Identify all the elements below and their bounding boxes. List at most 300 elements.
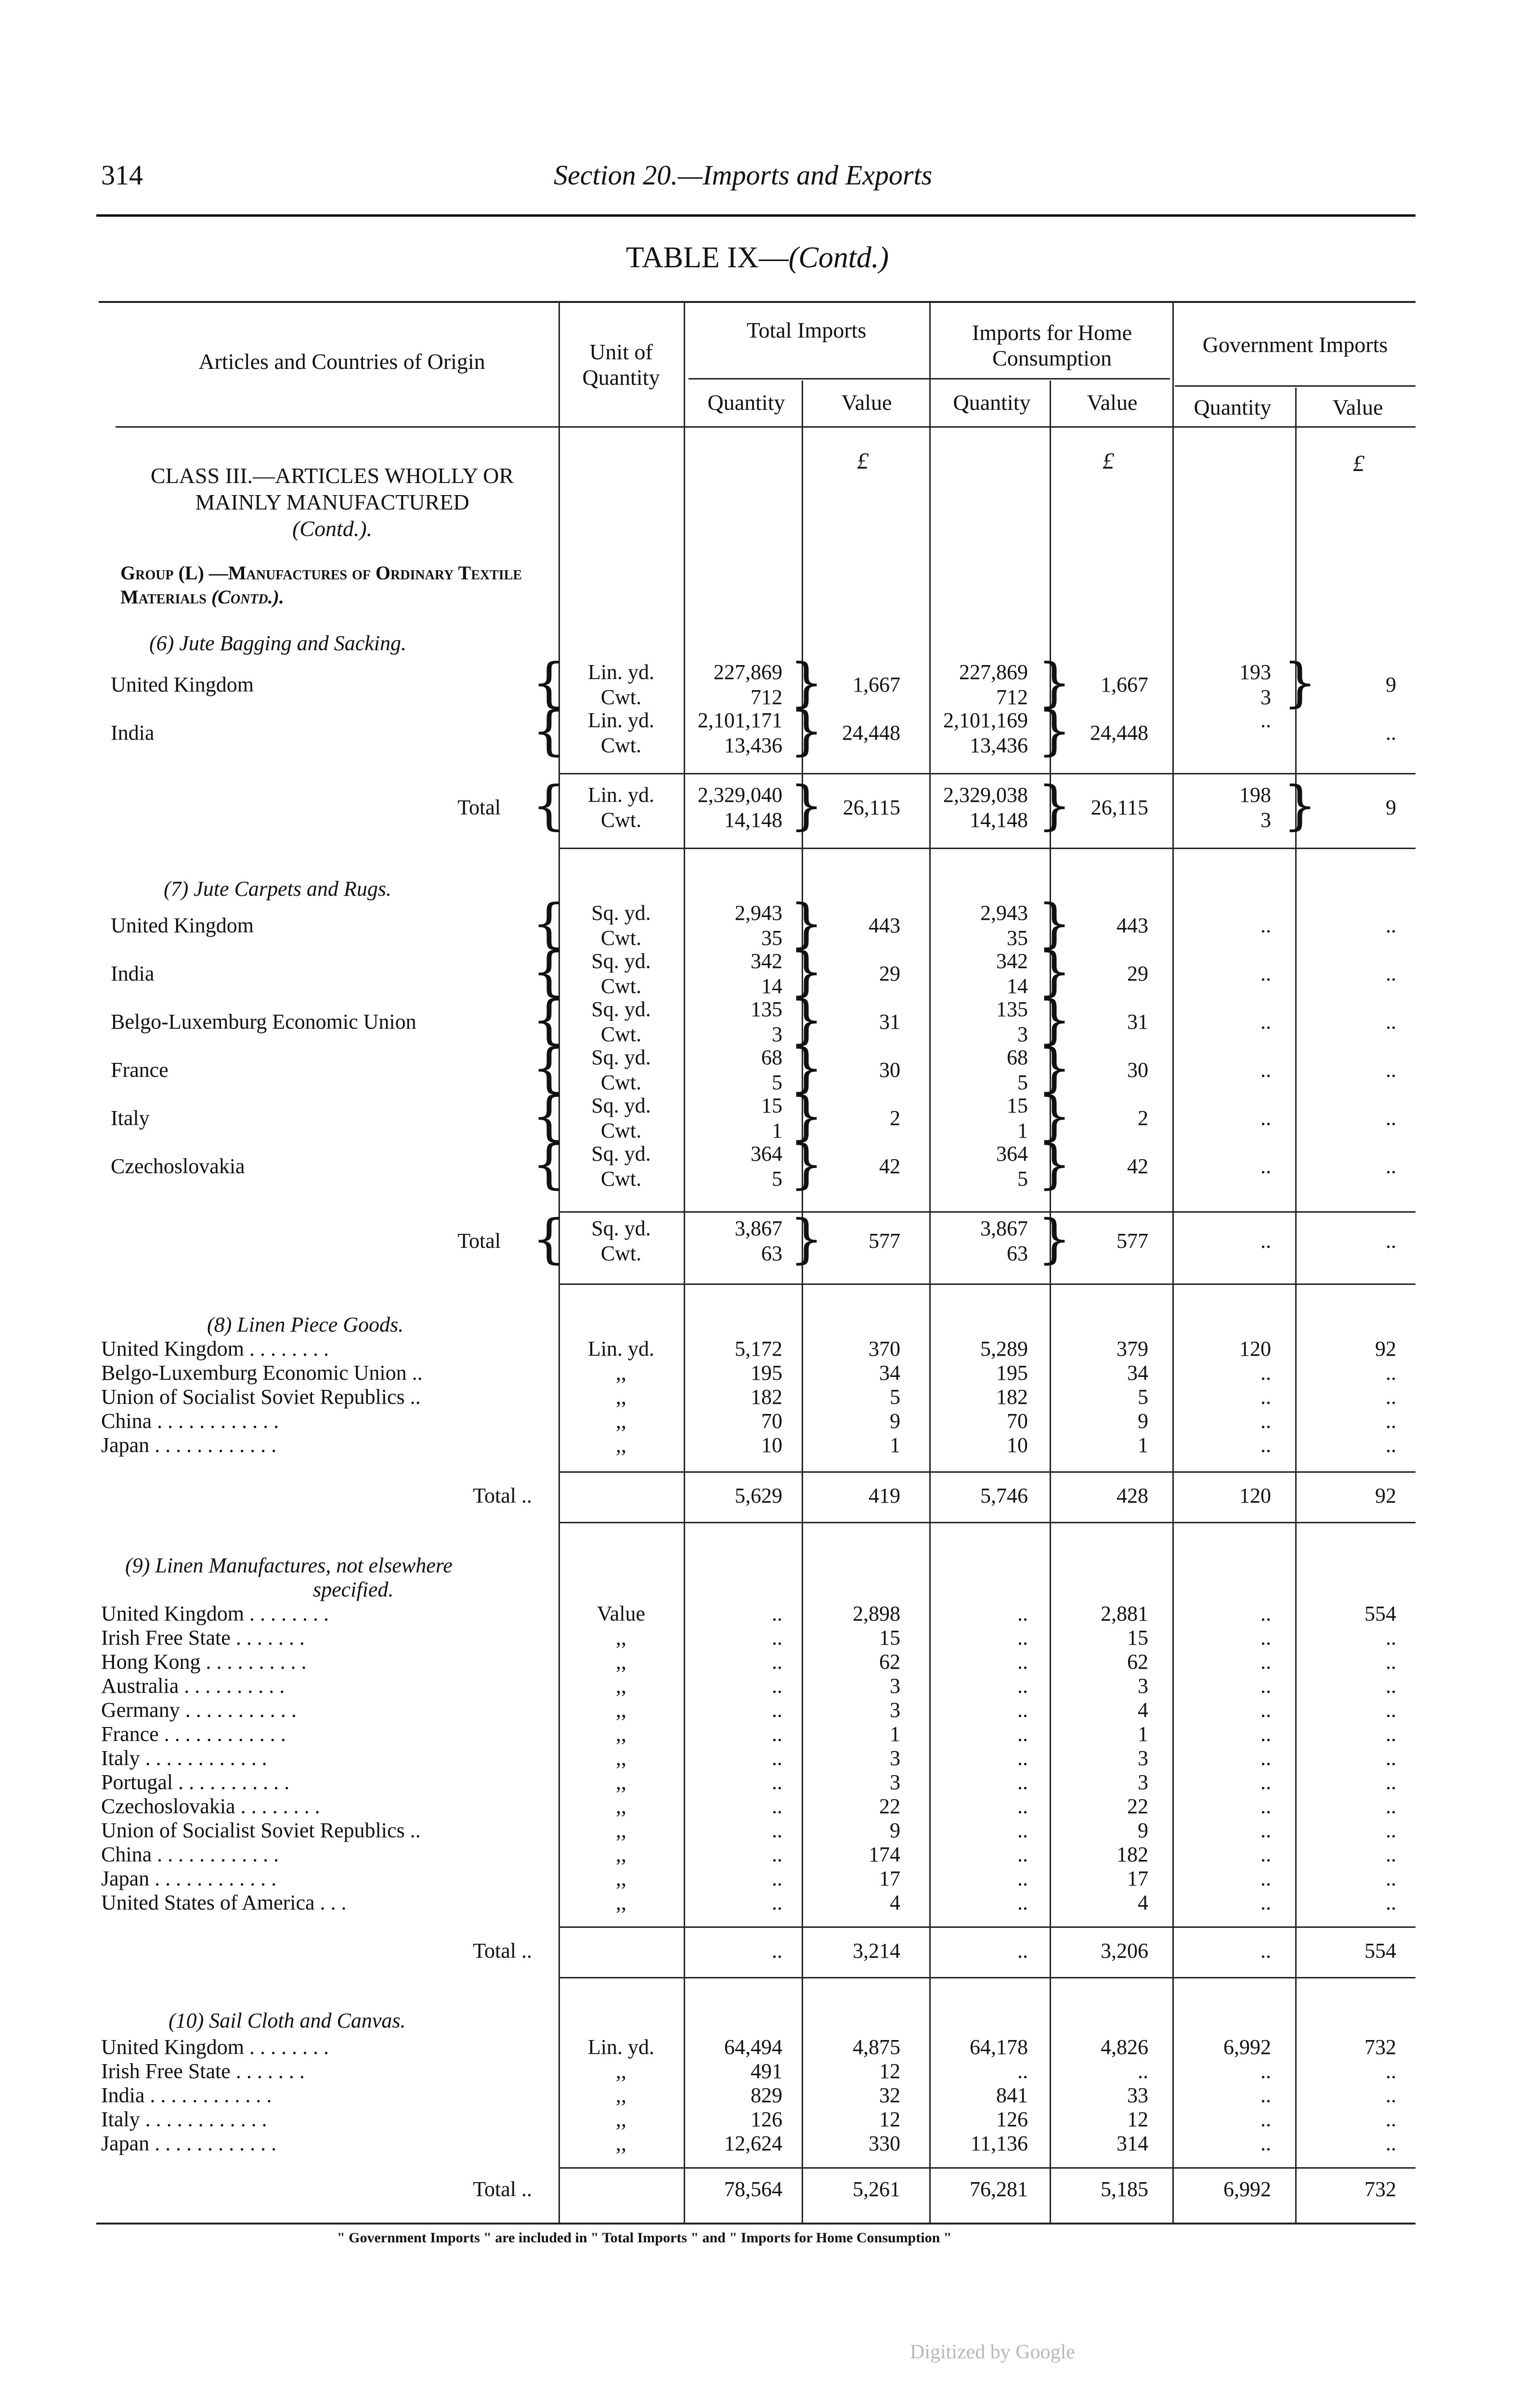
total-quantity: 3 xyxy=(772,1022,782,1046)
total-label: Total .. xyxy=(473,1939,532,1963)
home-quantity: .. xyxy=(1017,1746,1028,1770)
home-brace: } xyxy=(1038,700,1071,761)
unit-brace: { xyxy=(532,892,566,954)
gov-quantity: .. xyxy=(1260,1819,1271,1842)
gov-value: .. xyxy=(1386,1722,1396,1746)
unit-cell: Sq. yd. xyxy=(591,997,651,1021)
gov-quantity: 120 xyxy=(1239,1337,1271,1361)
total-value: 443 xyxy=(869,914,900,937)
unit-cell: Sq. yd. xyxy=(591,1217,651,1240)
gov-quantity: 120 xyxy=(1239,1484,1271,1507)
total-quantity: .. xyxy=(772,1650,782,1674)
country-name: Germany . . . . . . . . . . . xyxy=(101,1698,297,1722)
total-quantity: 78,564 xyxy=(724,2177,782,2201)
home-value: 182 xyxy=(1117,1843,1148,1866)
gov-quantity: .. xyxy=(1260,2059,1271,2083)
home-value: 15 xyxy=(1127,1626,1148,1649)
total-quantity: 2,101,171 xyxy=(698,708,782,732)
gov-quantity: .. xyxy=(1260,1626,1271,1649)
unit-cell: ,, xyxy=(616,1626,626,1649)
unit-cell: Sq. yd. xyxy=(591,1094,651,1117)
gov-quantity: .. xyxy=(1260,1433,1271,1457)
total-quantity: 829 xyxy=(751,2083,782,2107)
country-name: Australia . . . . . . . . . . xyxy=(101,1674,285,1698)
total-value: 32 xyxy=(879,2083,900,2107)
home-value: 17 xyxy=(1127,1867,1148,1890)
total-quantity: .. xyxy=(772,1674,782,1698)
unit-cell: Sq. yd. xyxy=(591,1046,651,1069)
home-quantity: .. xyxy=(1017,1794,1028,1818)
home-quantity: .. xyxy=(1017,1626,1028,1649)
gov-quantity: 198 xyxy=(1239,783,1271,807)
unit-cell: ,, xyxy=(616,2083,626,2107)
unit-brace: { xyxy=(532,700,566,761)
home-quantity: 76,281 xyxy=(970,2177,1028,2201)
gov-value: 732 xyxy=(1364,2177,1396,2201)
total-quantity: 14 xyxy=(761,974,782,998)
gov-quantity: .. xyxy=(1260,1602,1271,1625)
total-label: Total .. xyxy=(473,2177,532,2201)
gov-value: .. xyxy=(1386,1229,1396,1253)
header-home-quantity: Quantity xyxy=(953,390,1031,415)
gov-quantity: .. xyxy=(1260,1385,1271,1409)
total-quantity: .. xyxy=(772,1602,782,1625)
home-quantity: .. xyxy=(1017,1650,1028,1674)
gov-quantity: .. xyxy=(1260,962,1271,985)
home-quantity: 68 xyxy=(1007,1046,1028,1069)
gov-quantity: .. xyxy=(1260,1674,1271,1698)
total-value: 1 xyxy=(890,1722,900,1746)
section-rule xyxy=(559,1926,1416,1928)
unit-brace: { xyxy=(532,941,566,1002)
country-name: France xyxy=(111,1058,169,1082)
group-heading: Group (L) —Manufactures of Ordinary Textile Materials (Contd.). xyxy=(120,562,522,608)
watermark: Digitized by Google xyxy=(910,2341,1075,2363)
unit-brace: { xyxy=(532,1208,566,1269)
total-value: 9 xyxy=(890,1819,900,1842)
total-quantity: 64,494 xyxy=(724,2035,782,2059)
gov-quantity: 6,992 xyxy=(1223,2177,1271,2201)
unit-cell: ,, xyxy=(616,1891,626,1914)
total-value: 577 xyxy=(869,1229,900,1253)
home-quantity: 1 xyxy=(1017,1119,1028,1142)
country-name: India . . . . . . . . . . . . xyxy=(101,2083,272,2107)
unit-cell: Lin. yd. xyxy=(587,708,655,732)
total-value: 30 xyxy=(879,1058,900,1082)
gov-value: .. xyxy=(1386,2083,1396,2107)
header-bottom-rule xyxy=(116,426,1416,428)
unit-cell: ,, xyxy=(616,1722,626,1746)
home-quantity: .. xyxy=(1017,1891,1028,1914)
total-quantity: 3,867 xyxy=(735,1217,782,1240)
total-quantity: 5,172 xyxy=(735,1337,782,1361)
total-quantity: .. xyxy=(772,1867,782,1890)
home-value: 379 xyxy=(1117,1337,1148,1361)
total-value: 3,214 xyxy=(853,1939,900,1963)
country-name: United States of America . . . xyxy=(101,1891,347,1914)
home-quantity: .. xyxy=(1017,1770,1028,1794)
home-brace: } xyxy=(1038,1133,1071,1195)
header-subrule-gov xyxy=(1175,385,1416,387)
gov-quantity: .. xyxy=(1260,1843,1271,1866)
country-name: United Kingdom . . . . . . . . xyxy=(101,1602,329,1625)
home-quantity: 11,136 xyxy=(970,2132,1028,2155)
header-home-consumption: Imports for Home Consumption xyxy=(972,320,1132,370)
gov-value: 554 xyxy=(1364,1939,1396,1963)
home-brace: } xyxy=(1038,989,1071,1050)
home-value: 1,667 xyxy=(1101,673,1148,696)
total-quantity: 126 xyxy=(751,2107,782,2131)
home-quantity: 5 xyxy=(1017,1167,1028,1191)
home-value: 31 xyxy=(1127,1010,1148,1034)
home-value: 62 xyxy=(1127,1650,1148,1674)
total-quantity: 182 xyxy=(751,1385,782,1409)
country-name: France . . . . . . . . . . . . xyxy=(101,1722,286,1746)
gov-value: .. xyxy=(1386,1409,1396,1433)
gov-value: .. xyxy=(1386,1819,1396,1842)
unit-cell: Sq. yd. xyxy=(591,949,651,973)
unit-cell: Lin. yd. xyxy=(587,783,655,807)
country-name: China . . . . . . . . . . . . xyxy=(101,1409,279,1433)
section-title: (10) Sail Cloth and Canvas. xyxy=(169,2009,406,2032)
country-name: Japan . . . . . . . . . . . . xyxy=(101,1867,277,1890)
header-total-quantity: Quantity xyxy=(707,390,785,415)
total-value: 34 xyxy=(879,1361,900,1385)
unit-cell: ,, xyxy=(616,1409,626,1433)
gov-quantity: .. xyxy=(1260,1154,1271,1178)
total-quantity: .. xyxy=(772,1891,782,1914)
total-quantity: 135 xyxy=(751,997,782,1021)
home-value: 314 xyxy=(1117,2132,1148,2155)
gov-quantity: .. xyxy=(1260,1010,1271,1034)
home-quantity: 5,746 xyxy=(980,1484,1028,1507)
country-name: Czechoslovakia . . . . . . . . xyxy=(101,1794,320,1818)
gov-value: .. xyxy=(1386,1867,1396,1890)
gov-value: .. xyxy=(1386,2059,1396,2083)
total-quantity: .. xyxy=(772,1698,782,1722)
home-quantity: 841 xyxy=(996,2083,1028,2107)
total-brace: } xyxy=(790,1133,823,1195)
gov-value: .. xyxy=(1386,1626,1396,1649)
unit-cell: Lin. yd. xyxy=(587,660,655,684)
total-label: Total xyxy=(457,796,501,819)
home-quantity: 126 xyxy=(996,2107,1028,2131)
total-quantity: 364 xyxy=(751,1142,782,1165)
total-quantity: .. xyxy=(772,1770,782,1794)
home-quantity: 195 xyxy=(996,1361,1028,1385)
home-quantity: 182 xyxy=(996,1385,1028,1409)
gov-quantity: .. xyxy=(1260,1794,1271,1818)
total-quantity: 10 xyxy=(761,1433,782,1457)
unit-cell: ,, xyxy=(616,1819,626,1842)
table-top-rule xyxy=(99,301,1416,303)
home-value: 1 xyxy=(1138,1722,1148,1746)
section-title: (6) Jute Bagging and Sacking. xyxy=(149,631,406,655)
home-value: 22 xyxy=(1127,1794,1148,1818)
gov-value: 554 xyxy=(1364,1602,1396,1625)
unit-cell: Cwt. xyxy=(600,1242,642,1265)
home-value: .. xyxy=(1138,2059,1148,2083)
pound-gov: £ xyxy=(1353,451,1364,476)
total-value: 29 xyxy=(879,962,900,985)
home-value: 26,115 xyxy=(1091,796,1148,819)
total-quantity: .. xyxy=(772,1746,782,1770)
home-quantity: .. xyxy=(1017,1843,1028,1866)
home-value: 5 xyxy=(1138,1385,1148,1409)
gov-brace: } xyxy=(1283,774,1317,836)
section-rule xyxy=(559,1977,1416,1978)
unit-cell: ,, xyxy=(616,1843,626,1866)
home-value: 577 xyxy=(1117,1229,1148,1253)
running-head: Section 20.—Imports and Exports xyxy=(554,159,933,191)
gov-value: .. xyxy=(1386,2107,1396,2131)
home-quantity: 70 xyxy=(1007,1409,1028,1433)
gov-value: .. xyxy=(1386,1058,1396,1082)
total-brace: } xyxy=(790,892,823,954)
total-value: 24,448 xyxy=(842,721,900,745)
gov-value: 92 xyxy=(1375,1337,1396,1361)
section-rule xyxy=(559,1522,1416,1523)
country-name: Irish Free State . . . . . . . xyxy=(101,1626,305,1649)
total-value: 5,261 xyxy=(853,2177,900,2201)
home-value: 2,881 xyxy=(1101,1602,1148,1625)
unit-cell: Cwt. xyxy=(600,974,642,998)
total-quantity: 2,943 xyxy=(735,901,782,925)
unit-cell: Value xyxy=(597,1602,646,1625)
unit-cell: ,, xyxy=(616,1361,626,1385)
header-government: Government Imports xyxy=(1202,332,1388,357)
home-brace: } xyxy=(1038,1085,1071,1147)
unit-cell: ,, xyxy=(616,1770,626,1794)
gov-quantity: .. xyxy=(1260,1722,1271,1746)
home-value: 9 xyxy=(1138,1819,1148,1842)
header-rule xyxy=(96,214,1416,217)
unit-brace: { xyxy=(532,1085,566,1147)
total-brace: } xyxy=(790,1037,823,1099)
section-rule xyxy=(559,2167,1416,2169)
total-label: Total xyxy=(457,1229,501,1253)
home-quantity: 2,101,169 xyxy=(943,708,1028,732)
gov-quantity: .. xyxy=(1260,2132,1271,2155)
total-value: 2,898 xyxy=(853,1602,900,1625)
section-rule xyxy=(559,848,1416,849)
home-value: 5,185 xyxy=(1101,2177,1148,2201)
home-brace: } xyxy=(1038,892,1071,954)
section-rule xyxy=(559,1211,1416,1213)
unit-brace: { xyxy=(532,774,566,836)
gov-quantity: .. xyxy=(1260,708,1271,732)
total-value: 15 xyxy=(879,1626,900,1649)
unit-cell: Cwt. xyxy=(600,733,642,757)
section-title: (7) Jute Carpets and Rugs. xyxy=(164,877,391,901)
header-articles: Articles and Countries of Origin xyxy=(198,349,485,374)
total-quantity: 14,148 xyxy=(724,808,782,832)
home-quantity: .. xyxy=(1017,1698,1028,1722)
unit-cell: ,, xyxy=(616,2059,626,2083)
class-heading: CLASS III.—ARTICLES WHOLLY OR MAINLY MANUFACTURED (Contd.). xyxy=(150,463,514,541)
home-value: 24,448 xyxy=(1090,721,1148,745)
total-label: Total .. xyxy=(473,1484,532,1507)
unit-cell: Cwt. xyxy=(600,685,642,709)
country-name: India xyxy=(111,721,155,745)
gov-quantity: .. xyxy=(1260,1939,1271,1963)
total-quantity: 712 xyxy=(751,685,782,709)
home-quantity: .. xyxy=(1017,1867,1028,1890)
total-brace: } xyxy=(790,652,823,713)
gov-value: .. xyxy=(1386,1698,1396,1722)
table-title: TABLE IX—(Contd.) xyxy=(626,241,889,274)
country-name: United Kingdom . . . . . . . . xyxy=(101,1337,329,1361)
gov-value: .. xyxy=(1386,1746,1396,1770)
gov-quantity: .. xyxy=(1260,1770,1271,1794)
home-value: 34 xyxy=(1127,1361,1148,1385)
home-value: 3 xyxy=(1138,1770,1148,1794)
gov-value: 92 xyxy=(1375,1484,1396,1507)
unit-brace: { xyxy=(532,1133,566,1195)
total-quantity: 1 xyxy=(772,1119,782,1142)
total-value: 3 xyxy=(890,1770,900,1794)
unit-cell: ,, xyxy=(616,2107,626,2131)
total-brace: } xyxy=(790,1208,823,1269)
header-total-imports: Total Imports xyxy=(746,318,867,342)
gov-quantity: 3 xyxy=(1260,685,1271,709)
total-quantity: 63 xyxy=(761,1242,782,1265)
home-value: 4 xyxy=(1138,1891,1148,1914)
home-quantity: 10 xyxy=(1007,1433,1028,1457)
total-value: 17 xyxy=(879,1867,900,1890)
total-value: 330 xyxy=(869,2132,900,2155)
total-value: 2 xyxy=(890,1106,900,1130)
total-quantity: 195 xyxy=(751,1361,782,1385)
total-quantity: 2,329,040 xyxy=(698,783,782,807)
total-value: 31 xyxy=(879,1010,900,1034)
home-value: 3,206 xyxy=(1101,1939,1148,1963)
home-quantity: .. xyxy=(1017,2059,1028,2083)
gov-value: .. xyxy=(1386,1891,1396,1914)
home-quantity: 35 xyxy=(1007,926,1028,950)
home-quantity: 13,436 xyxy=(970,733,1028,757)
total-quantity: 12,624 xyxy=(724,2132,782,2155)
unit-cell: ,, xyxy=(616,1746,626,1770)
home-value: 3 xyxy=(1138,1674,1148,1698)
unit-cell: Lin. yd. xyxy=(587,2035,655,2059)
home-quantity: 5 xyxy=(1017,1071,1028,1094)
unit-cell: Cwt. xyxy=(600,1119,642,1142)
pound-home: £ xyxy=(1103,448,1114,474)
home-value: 428 xyxy=(1117,1484,1148,1507)
gov-brace: } xyxy=(1283,652,1317,713)
gov-value: .. xyxy=(1386,1010,1396,1034)
home-value: 1 xyxy=(1138,1433,1148,1457)
gov-value: .. xyxy=(1386,721,1396,745)
gov-quantity: .. xyxy=(1260,1746,1271,1770)
pound-total: £ xyxy=(857,448,869,474)
country-name: Czechoslovakia xyxy=(111,1154,245,1178)
country-name: United Kingdom xyxy=(111,673,254,696)
gov-value: .. xyxy=(1386,1361,1396,1385)
country-name: Union of Socialist Soviet Republics .. xyxy=(101,1819,421,1842)
gov-value: .. xyxy=(1386,1385,1396,1409)
total-quantity: .. xyxy=(772,1843,782,1866)
country-name: China . . . . . . . . . . . . xyxy=(101,1843,279,1866)
gov-quantity: .. xyxy=(1260,1650,1271,1674)
home-quantity: 14 xyxy=(1007,974,1028,998)
home-quantity: .. xyxy=(1017,1602,1028,1625)
total-value: 26,115 xyxy=(843,796,900,819)
country-name: United Kingdom . . . . . . . . xyxy=(101,2035,329,2059)
table-bottom-rule xyxy=(96,2223,1416,2225)
page-number: 314 xyxy=(101,159,143,191)
header-unit: Unit of Quantity xyxy=(582,340,660,390)
total-brace: } xyxy=(790,989,823,1050)
country-name: Union of Socialist Soviet Republics .. xyxy=(101,1385,421,1409)
total-quantity: 342 xyxy=(751,949,782,973)
total-quantity: 5 xyxy=(772,1071,782,1094)
total-value: 4,875 xyxy=(853,2035,900,2059)
section-title: (9) Linen Manufactures, not elsewhere xyxy=(125,1554,453,1577)
section-rule xyxy=(559,1471,1416,1473)
country-name: Italy . . . . . . . . . . . . xyxy=(101,2107,267,2131)
total-value: 3 xyxy=(890,1674,900,1698)
total-value: 4 xyxy=(890,1891,900,1914)
home-value: 3 xyxy=(1138,1746,1148,1770)
home-quantity: .. xyxy=(1017,1674,1028,1698)
home-quantity: 63 xyxy=(1007,1242,1028,1265)
unit-cell: ,, xyxy=(616,1385,626,1409)
total-value: 174 xyxy=(869,1843,900,1866)
total-brace: } xyxy=(790,700,823,761)
gov-quantity: .. xyxy=(1260,2107,1271,2131)
home-quantity: .. xyxy=(1017,1722,1028,1746)
total-brace: } xyxy=(790,774,823,836)
total-quantity: .. xyxy=(772,1939,782,1963)
total-value: 12 xyxy=(879,2107,900,2131)
unit-brace: { xyxy=(532,1037,566,1099)
header-gov-value: Value xyxy=(1332,395,1383,419)
section-title: specified. xyxy=(313,1578,394,1601)
unit-cell: Lin. yd. xyxy=(587,1337,655,1361)
total-quantity: .. xyxy=(772,1626,782,1649)
home-brace: } xyxy=(1038,652,1071,713)
total-quantity: .. xyxy=(772,1794,782,1818)
home-brace: } xyxy=(1038,941,1071,1002)
unit-cell: ,, xyxy=(616,1698,626,1722)
total-value: 419 xyxy=(869,1484,900,1507)
total-quantity: 5,629 xyxy=(735,1484,782,1507)
home-value: 29 xyxy=(1127,962,1148,985)
home-quantity: 364 xyxy=(996,1142,1028,1165)
gov-quantity: .. xyxy=(1260,1409,1271,1433)
home-brace: } xyxy=(1038,774,1071,836)
home-quantity: 3,867 xyxy=(980,1217,1028,1240)
unit-brace: { xyxy=(532,989,566,1050)
home-quantity: 2,329,038 xyxy=(943,783,1028,807)
gov-value: .. xyxy=(1386,1650,1396,1674)
total-value: 3 xyxy=(890,1746,900,1770)
home-value: 9 xyxy=(1138,1409,1148,1433)
unit-cell: Cwt. xyxy=(600,926,642,950)
total-quantity: 491 xyxy=(751,2059,782,2083)
country-name: India xyxy=(111,962,155,985)
unit-cell: Cwt. xyxy=(600,1071,642,1094)
header-gov-quantity: Quantity xyxy=(1194,395,1272,419)
total-value: 5 xyxy=(890,1385,900,1409)
home-quantity: 342 xyxy=(996,949,1028,973)
unit-cell: ,, xyxy=(616,1794,626,1818)
header-home-value: Value xyxy=(1087,390,1138,415)
gov-value: 9 xyxy=(1386,796,1396,819)
total-quantity: .. xyxy=(772,1722,782,1746)
